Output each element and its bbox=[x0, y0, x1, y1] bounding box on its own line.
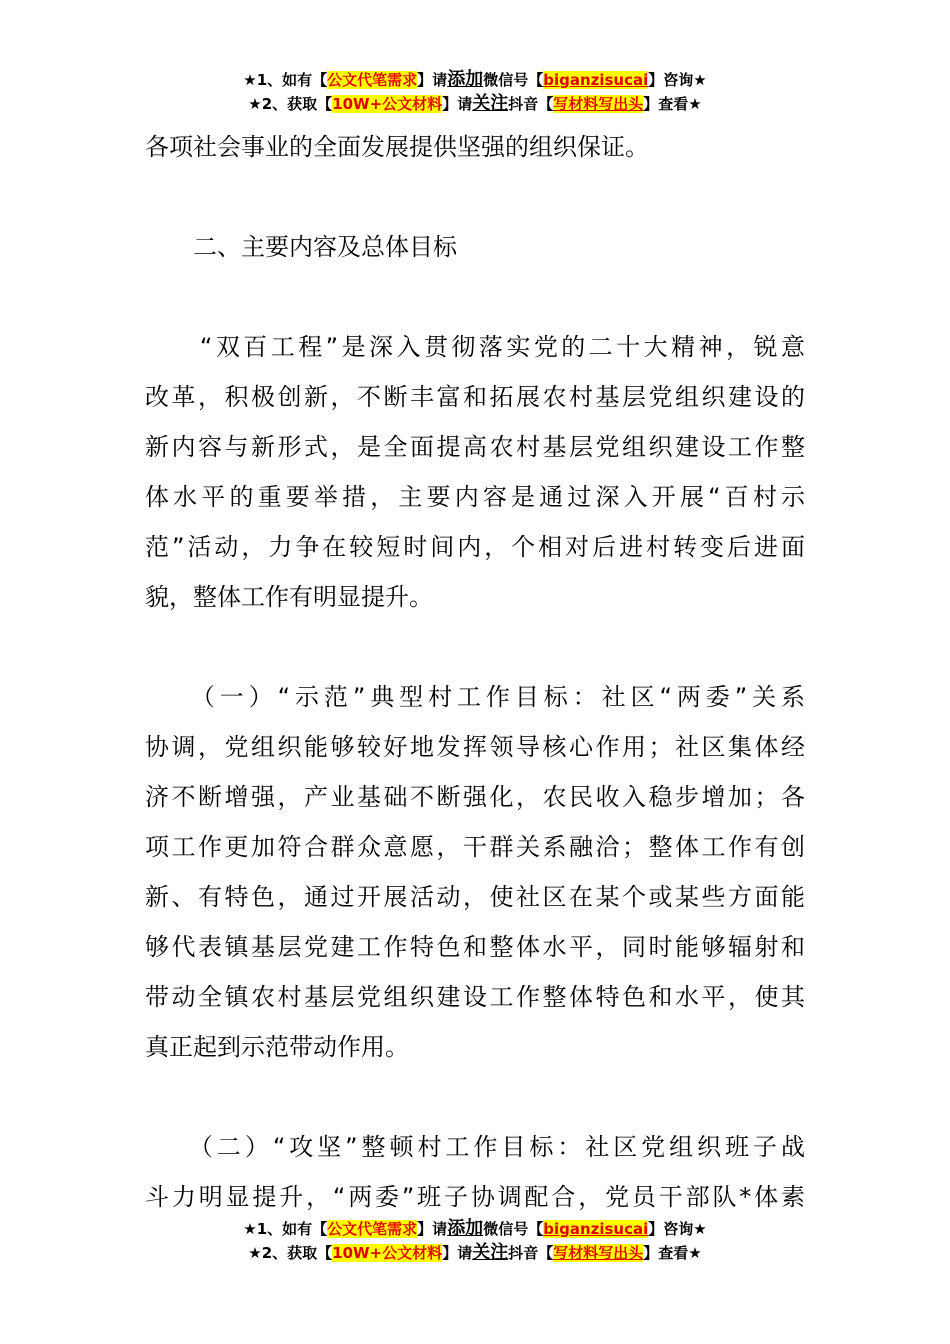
banner-text-highlight: 10W+公文材料 bbox=[332, 95, 443, 113]
banner-text: 】请 bbox=[442, 95, 473, 113]
paragraph-line: 真正起到示范带动作用。 bbox=[145, 1033, 409, 1061]
banner-text: 】咨询★ bbox=[648, 1220, 707, 1238]
paragraph-line: 貌，整体工作有明显提升。 bbox=[145, 583, 433, 611]
promo-banner-bottom bbox=[0, 1217, 950, 1265]
paragraph-line: 二、主要内容及总体目标 bbox=[145, 233, 457, 261]
document-body bbox=[145, 122, 805, 1222]
paragraph-gap bbox=[145, 622, 805, 672]
paragraph-gap bbox=[145, 172, 805, 222]
paragraph-gap bbox=[145, 1072, 805, 1122]
banner-text-emphasis: 关注 bbox=[472, 93, 509, 114]
banner-text: 】请 bbox=[417, 1220, 448, 1238]
paragraph-line: “双百工程”是深入贯彻落实党的二十大精神，锐意 bbox=[145, 333, 805, 361]
paragraph-gap bbox=[145, 272, 805, 322]
banner-text: 微信号【 bbox=[483, 1220, 544, 1238]
banner-row bbox=[0, 1241, 950, 1265]
banner-text: ★1、如有【 bbox=[243, 71, 328, 89]
banner-text: 微信号【 bbox=[483, 71, 544, 89]
banner-text-emphasis: 关注 bbox=[472, 1242, 509, 1263]
banner-text: 】咨询★ bbox=[648, 71, 707, 89]
banner-text-highlight-link: 写材料写出头 bbox=[553, 1244, 644, 1262]
banner-text-emphasis: 添加 bbox=[447, 1218, 484, 1239]
promo-banner-top bbox=[0, 68, 950, 116]
banner-text-highlight-link: 写材料写出头 bbox=[553, 95, 644, 113]
paragraph-line: 新、有特色，通过开展活动，使社区在某个或某些方面能 bbox=[145, 883, 805, 911]
banner-text-highlight: 公文代笔需求 bbox=[327, 71, 418, 89]
banner-text-emphasis: 添加 bbox=[447, 69, 484, 90]
paragraph-line: 带动全镇农村基层党组织建设工作整体特色和水平，使其 bbox=[145, 983, 805, 1011]
banner-text: 】查看★ bbox=[643, 95, 702, 113]
paragraph-line: 体水平的重要举措，主要内容是通过深入开展“百村示 bbox=[145, 483, 805, 511]
paragraph-line: 新内容与新形式，是全面提高农村基层党组织建设工作整 bbox=[145, 433, 805, 461]
banner-text-highlight: 公文代笔需求 bbox=[327, 1220, 418, 1238]
banner-text: ★2、获取【 bbox=[248, 95, 333, 113]
banner-text-highlight-link: biganzisucai bbox=[543, 71, 649, 89]
banner-text: 】请 bbox=[442, 1244, 473, 1262]
banner-text: ★2、获取【 bbox=[248, 1244, 333, 1262]
paragraph-line: 协调，党组织能够较好地发挥领导核心作用；社区集体经 bbox=[145, 733, 805, 761]
banner-text: 】查看★ bbox=[643, 1244, 702, 1262]
banner-text: 】请 bbox=[417, 71, 448, 89]
paragraph-line: 改革，积极创新，不断丰富和拓展农村基层党组织建设的 bbox=[145, 383, 805, 411]
paragraph-line: 够代表镇基层党建工作特色和整体水平，同时能够辐射和 bbox=[145, 933, 805, 961]
paragraph-line: （二）“攻坚”整顿村工作目标：社区党组织班子战 bbox=[145, 1133, 805, 1161]
paragraph-line: 项工作更加符合群众意愿，干群关系融洽；整体工作有创 bbox=[145, 833, 805, 861]
banner-row bbox=[0, 68, 950, 92]
paragraph-line: 济不断增强，产业基础不断强化，农民收入稳步增加；各 bbox=[145, 783, 805, 811]
banner-text: 抖音【 bbox=[508, 95, 554, 113]
banner-text-highlight: 10W+公文材料 bbox=[332, 1244, 443, 1262]
paragraph-line: （一）“示范”典型村工作目标：社区“两委”关系 bbox=[145, 683, 805, 711]
paragraph-line: 斗力明显提升，“两委”班子协调配合，党员干部队*体素 bbox=[145, 1183, 805, 1211]
paragraph-line: 各项社会事业的全面发展提供坚强的组织保证。 bbox=[145, 133, 649, 161]
banner-row bbox=[0, 92, 950, 116]
banner-text: 抖音【 bbox=[508, 1244, 554, 1262]
banner-row bbox=[0, 1217, 950, 1241]
banner-text-highlight-link: biganzisucai bbox=[543, 1220, 649, 1238]
banner-text: ★1、如有【 bbox=[243, 1220, 328, 1238]
paragraph-line: 范”活动，力争在较短时间内，个相对后进村转变后进面 bbox=[145, 533, 805, 561]
